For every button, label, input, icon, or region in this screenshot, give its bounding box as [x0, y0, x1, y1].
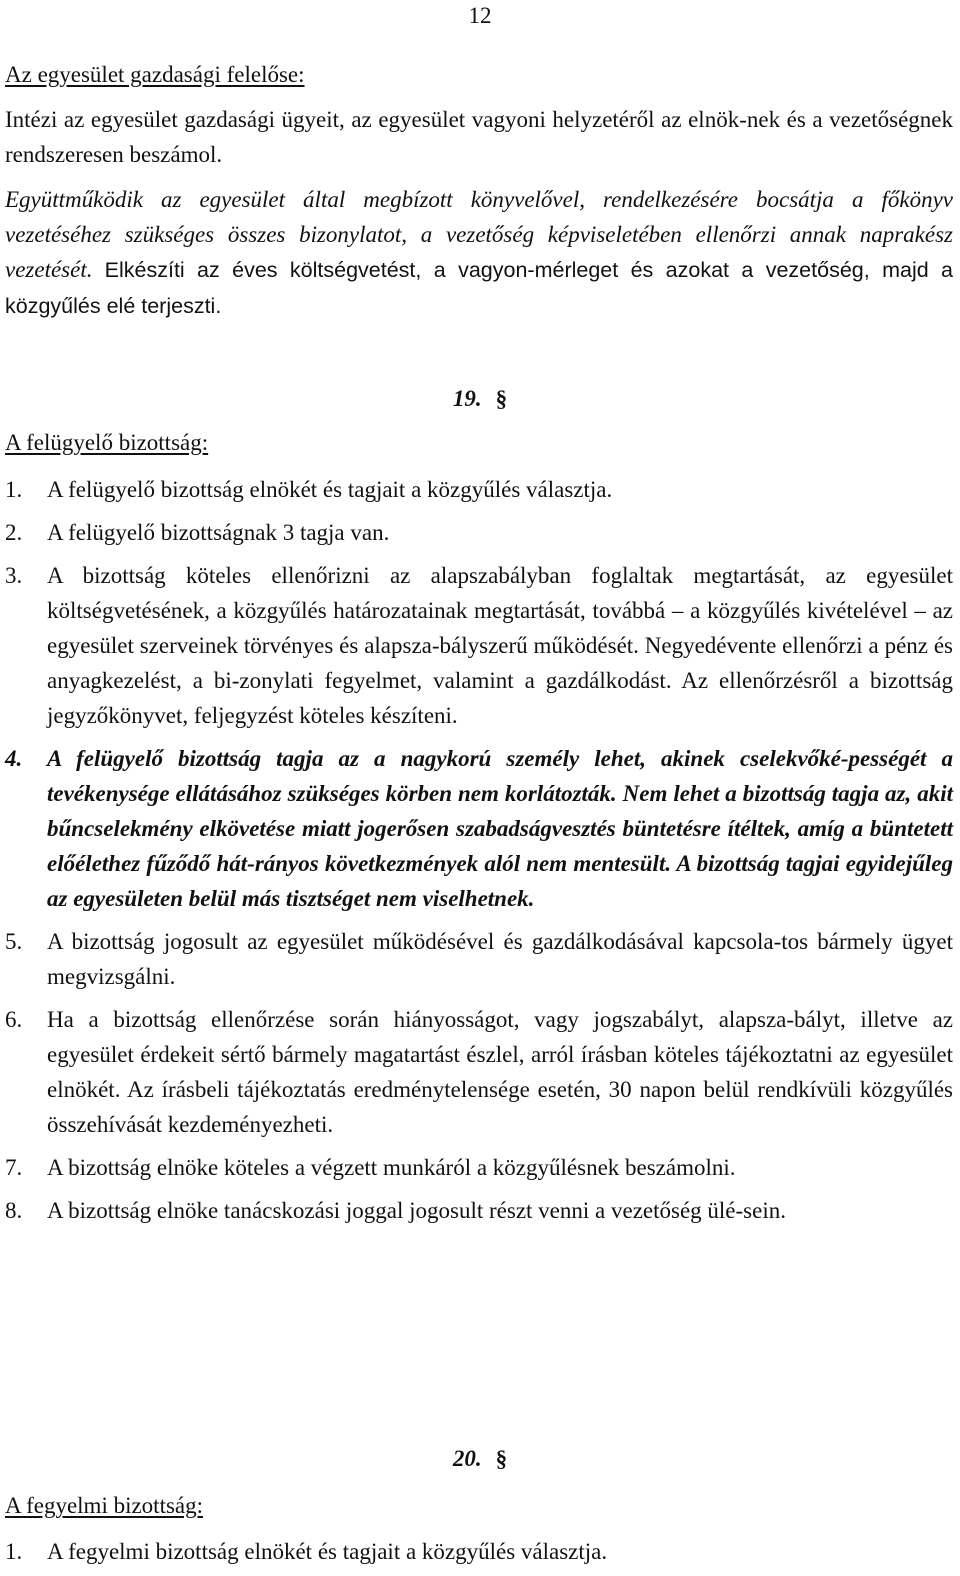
- supervisory-list: [5, 472, 953, 1228]
- treasurer-paragraph-2-sans: Elkészíti az éves költségvetést, a vagyon-mérleget és azokat a vezetőség, majd a közgyűlés elé terjeszti.: [5, 258, 954, 318]
- list-item: 1. A fegyelmi bizottság elnökét és tagjait a közgyűlés választja.: [5, 1539, 608, 1564]
- list-item: 6. Ha a bizottság ellenőrzése során hiányosságot, vagy jogszabályt, alapsza-bályt, illetve az egyesület érdekeit sértő bármely magatartást észlel, arról írásban köteles tájékoztatni az egyesület elnökét. Az írásbeli tájékoztatás eredménytelensége esetén, 30 napon belül rendkívüli közgyűlés összehívását kezdeményezheti.: [5, 1007, 953, 1137]
- list-item: 4. A felügyelő bizottság tagja az a nagykorú személy lehet, akinek cselekvőké-pességét a tevékenysége ellátásához szükséges körben nem korlátozták. Nem lehet a bizottság tagja az, akit bűncselekmény elkövetése miatt jogerősen szabadságvesztés büntetésre ítéltek, amíg a büntetett előélethez fűződő hát-rányos következmények alól nem mentesült. A bizottság tagjai egyidejűleg az egyesületen belül más tisztséget nem viselhetnek.: [5, 746, 953, 911]
- list-item: 3. A bizottság köteles ellenőrizni az alapszabályban foglaltak megtartását, az egyesület költségvetésének, a közgyűlés határozatainak megtartását, továbbá – a közgyűlés kivételével – az egyesület szerveinek törvényes és alapsza-bályszerű működését. Negyedévente ellenőrzi a pénz és anyagkezelést, a bi-zonylati fegyelmet, valamint a gazdálkodást. Az ellenőrzésről a bizottság jegyzőkönyvet, feljegyzést köteles készíteni.: [5, 563, 953, 728]
- list-item: 7. A bizottság elnöke köteles a végzett munkáról a közgyűlésnek beszámolni.: [5, 1155, 736, 1180]
- treasurer-paragraph-1: Intézi az egyesület gazdasági ügyeit, az egyesület vagyoni helyzetéről az elnök-nek és a vezetőségnek rendszeresen beszámol.: [5, 107, 953, 167]
- list-item: 5. A bizottság jogosult az egyesület működésével és gazdálkodásával kapcsola-tos bármely ügyet megvizsgálni.: [5, 929, 953, 989]
- treasurer-heading: Az egyesület gazdasági felelőse:: [5, 62, 305, 87]
- disciplinary-heading: A fegyelmi bizottság:: [5, 1493, 204, 1518]
- treasurer-paragraph-2: [5, 182, 953, 324]
- treasurer-paragraph-2-italic: Együttműködik az egyesület által megbízott könyvelővel, rendelkezésére bocsátja a főkönyv vezetéséhez szükséges összes bizonylatot, a vezetőség képviseletében ellenőrzi annak naprakész vezetését.: [5, 187, 953, 282]
- section-19-number: 19.: [452, 386, 482, 411]
- section-20-title: [0, 1444, 960, 1474]
- list-item: 8. A bizottság elnöke tanácskozási joggal jogosult részt venni a vezetőség ülé-sein.: [5, 1198, 786, 1223]
- disciplinary-list: [5, 1534, 953, 1569]
- page-number: 12: [468, 3, 492, 28]
- section-sign-icon: §: [495, 1446, 508, 1471]
- list-item: 2. A felügyelő bizottságnak 3 tagja van.: [5, 520, 390, 545]
- supervisory-heading: A felügyelő bizottság:: [5, 430, 209, 455]
- section-sign-icon: §: [495, 386, 508, 411]
- section-19-title: [0, 384, 960, 414]
- list-item: 1. A felügyelő bizottság elnökét és tagjait a közgyűlés választja.: [5, 477, 613, 502]
- section-20-number: 20.: [452, 1446, 482, 1471]
